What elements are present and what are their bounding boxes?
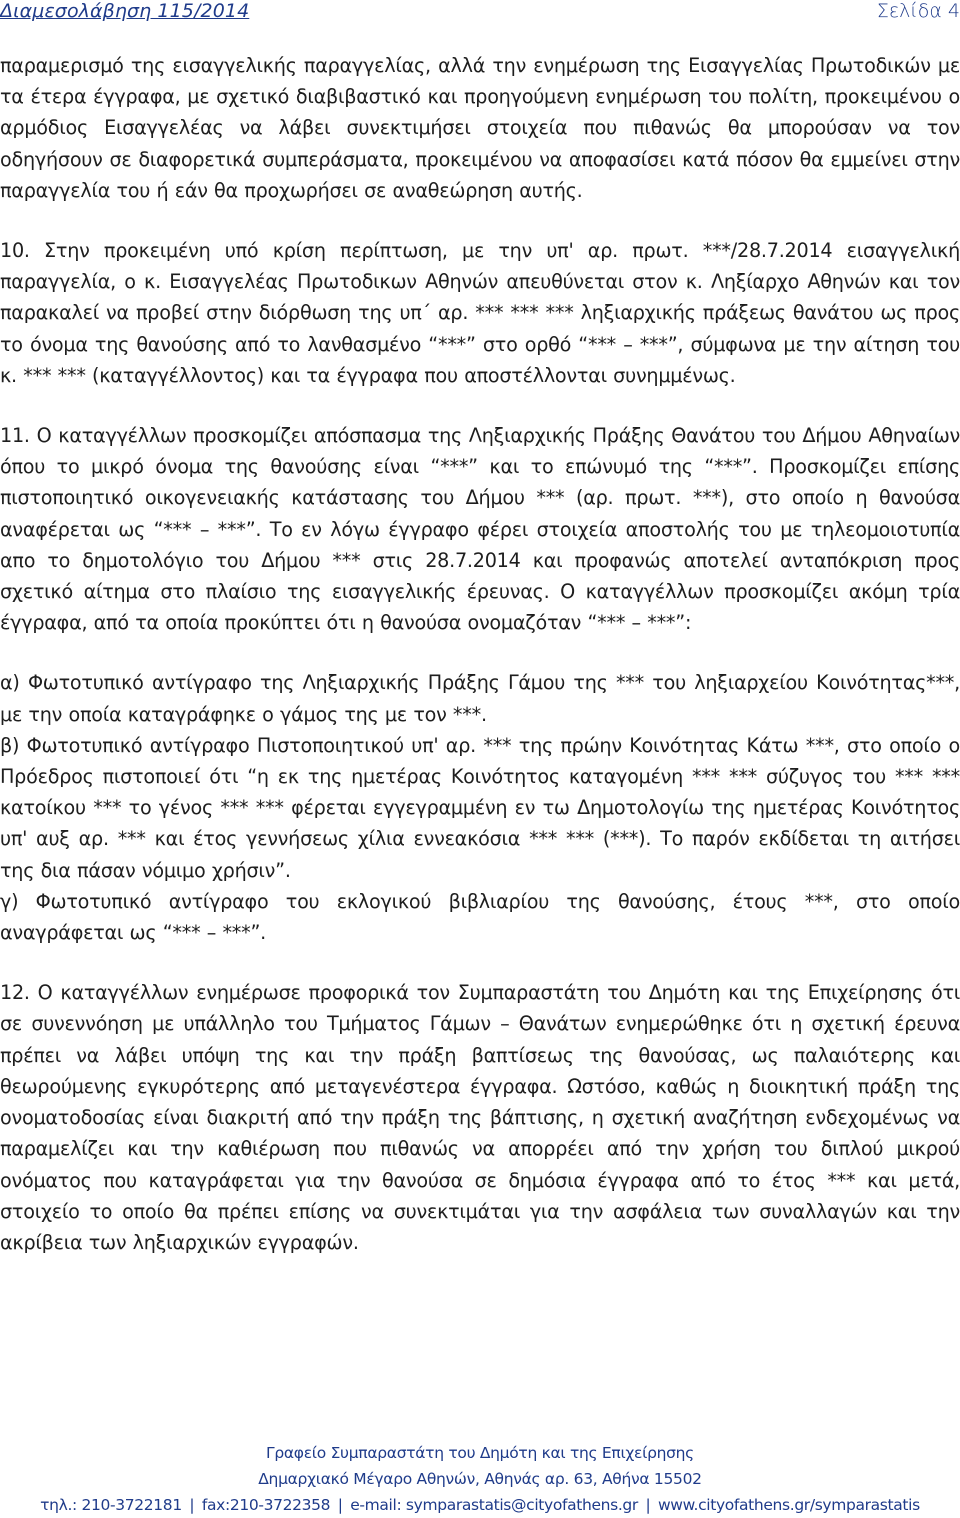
footer-email[interactable]: e-mail: symparastatis@cityofathens.gr — [350, 1496, 638, 1514]
paragraph-continuation: παραμερισμό της εισαγγελικής παραγγελίας, αλλά την ενημέρωση της Εισαγγελίας Πρωτοδικών με τα έτερα έγγραφα, με σχετικό διαβιβαστικό και προηγούμενη ενημέρωση του πολίτη, προκειμένου ο αρμόδιος Εισαγγελέας να λάβει συνεκτιμήσει στοιχεία που πιθανώς θα μπορούσαν να τον οδηγήσουν σε διαφορετικά συμπεράσματα, προκειμένου να αποφασίσει κατά πόσον θα εμμείνει στην παραγγελία του ή εάν θα προχωρήσει σε αναθεώρηση αυτής. — [0, 54, 960, 202]
paragraph-10: 10. Στην προκειμένη υπό κρίση περίπτωση, με την υπ' αρ. πρωτ. ***/28.7.2014 εισαγγελική παραγγελία, ο κ. Εισαγγελέας Πρωτοδικων Αθηνών απευθύνεται στον κ. Ληξίαρχο Αθηνών και τον παρακαλεί να προβεί στην διόρθωση της υπ΄ αρ. *** *** *** ληξιαρχικής πράξεως θανάτου ως προς το όνομα της θανούσης από το λανθασμένο “***” στο ορθό “*** – ***”, σύμφωνα με την αίτηση του κ. *** *** (καταγγέλλοντος) και τα έγγραφα που αποστέλλονται συνημμένως. — [0, 239, 960, 387]
footer-office: Γραφείο Συμπαραστάτη του Δημότη και της Επιχείρησης — [266, 1444, 694, 1462]
footer-separator: | — [645, 1496, 651, 1514]
document-body — [0, 50, 960, 1258]
paragraph-11: 11. Ο καταγγέλλων προσκομίζει απόσπασμα της Ληξιαρχικής Πράξης Θανάτου του Δήμου Αθηναίων όπου το μικρό όνομα της θανούσης είναι “***” και το επώνυμό της “***”. Προσκομίζει επίσης πιστοποιητικό οικογενειακής κατάστασης του Δήμου *** (αρ. πρωτ. ***), στο οποίο η θανούσα αναφέρεται ως “*** – ***”. Το εν λόγω έγγραφο φέρει στοιχεία αποστολής του με τηλεομοιοτυπία απο το δημοτολόγιο του Δήμου *** στις 28.7.2014 και προφανώς αποτελεί ανταπόκριση προς σχετικό αίτημα στο πλαίσιο της εισαγγελικής έρευνας. Ο καταγγέλλων προσκομίζει ακόμη τρία έγγραφα, από τα οποία προκύπτει ότι η θανούσα ονομαζόταν “*** – ***”: — [0, 424, 960, 635]
footer-fax: fax:210-3722358 — [201, 1496, 331, 1514]
list-item-b: β) Φωτοτυπικό αντίγραφο Πιστοποιητικού υπ' αρ. *** της πρώην Κοινότητας Κάτω ***, στο οποίο ο Πρόεδρος πιστοποιεί ότι “η εκ της ημετέρας Κοινότητος καταγομένη *** *** σύζυγος του *** *** κατοίκου *** το γένος *** *** φέρεται εγγεγραμμένη εν τω Δημοτολογίω της ημετέρας Κοινότητος υπ' αυξ αρ. *** και έτος γεννήσεως χίλια εννεακόσια *** *** (***). Το παρόν εκδίδεται τη αιτήσει της δια πάσαν νόμιμο χρήσιν”. — [0, 733, 960, 882]
list-item-c: γ) Φωτοτυπικό αντίγραφο του εκλογικού βιβλιαρίου της θανούσης, έτους ***, στο οποίο αναγράφεται ως “*** – ***”. — [0, 889, 960, 945]
footer-contacts — [0, 1492, 960, 1518]
paragraph-12: 12. Ο καταγγέλλων ενημέρωσε προφορικά τον Συμπαραστάτη του Δημότη και της Επιχείρησης ότι σε συνεννόηση με υπάλληλο του Τμήματος Γάμων – Θανάτων ενημερώθηκε ότι η σχετική έρευνα πρέπει να λάβει υπόψη της και την πράξη βαπτίσεως της θανούσας, ως παλαιότερης και θεωρούμενης εγκυρότερης από μεταγενέστερα έγγραφα. Ωστόσο, καθώς η διοικητική πράξη της ονοματοδοσίας είναι διακριτή από την πράξη της βάπτισης, η σχετική αναζήτηση ενδεχομένως να παραμελίζει και την καθιέρωση που πιθανώς να απορρέει από την χρήση του διπλού μικρού ονόματος που καταγράφεται για την θανούσα σε δημόσια έγγραφα από το έτος *** και μετά, στοιχείο το οποίο θα πρέπει επίσης να συνεκτιμάται για την ασφάλεια των συναλλαγών και την ακρίβεια των ληξιαρχικών εγγραφών. — [0, 981, 960, 1254]
page-number: Σελίδα 4 — [876, 0, 960, 22]
document-reference: Διαμεσολάβηση 115/2014 — [0, 0, 250, 22]
page-footer — [0, 1440, 960, 1518]
page-header — [0, 0, 960, 26]
list-item-a: α) Φωτοτυπικό αντίγραφο της Ληξιαρχικής Πράξης Γάμου της *** του ληξιαρχείου Κοινότητας***, με την οποία καταγράφηκε ο γάμος της με τον ***. — [0, 671, 960, 726]
footer-phone: τηλ.: 210-3722181 — [40, 1496, 182, 1514]
footer-website-link[interactable]: www.cityofathens.gr/symparastatis — [657, 1496, 920, 1514]
footer-address: Δημαρχιακό Μέγαρο Αθηνών, Αθηνάς αρ. 63, Αθήνα 15502 — [258, 1470, 702, 1488]
footer-separator: | — [337, 1496, 343, 1514]
footer-separator: | — [189, 1496, 195, 1514]
